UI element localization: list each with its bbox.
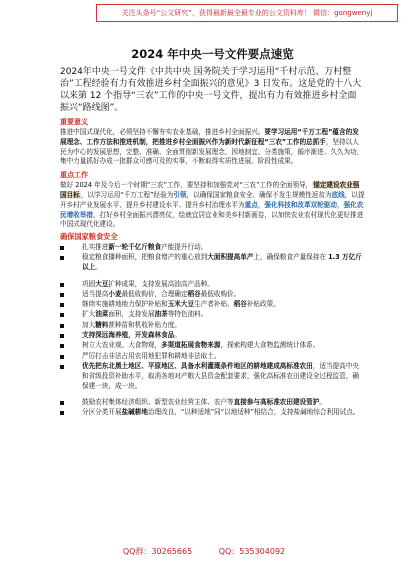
list-item: 适当提高小麦最低收购价，合理确定稻谷最低收购价。 <box>60 290 365 300</box>
list-item: 继续实施耕地地力保护补贴和玉米大豆生产者补贴、稻谷补贴政策。 <box>60 300 365 310</box>
lead-paragraph: 2024年中央一号文件《中共中央 国务院关于学习运用“千村示范、万村整治”工程经验有力有效推进乡村全面振兴的意见》3 日发布。这是党的十八大以来第 12 个指导“三农”工作的中央一号文件，提出有力有效推进乡村全面振兴“路线图”。 <box>60 67 362 113</box>
document-title: 2024 年中央一号文件要点速览 <box>131 47 294 61</box>
list-item: 严厉打击非法占用农用地犯罪和耕地非法取土。 <box>60 352 365 362</box>
key-work-focus: 重点 <box>244 200 258 209</box>
list-item: 扩大油菜面积，支持发展油茶等特色油料。 <box>60 310 365 320</box>
significance-text: 推进中国式现代化，必须坚持不懈夯实农业基础，推进乡村全面振兴。 <box>60 128 265 136</box>
list-item: 扎实推进新一轮千亿斤粮食产能提升行动。 <box>60 243 365 253</box>
list-item: 树立大农业观、大食物观，多渠道拓展食物来源，探索构建大食物监测统计体系。 <box>60 341 365 351</box>
list-item: 支持深远海养殖，开发森林食品。 <box>60 331 365 341</box>
list-item: 巩固大豆扩种成果，支持发展高油高产品种。 <box>60 280 365 290</box>
key-work-text-a: 做好 2024 年及今后一个时期“三农”工作，要坚持和加强党对“三农”工作的全面领导， <box>60 181 313 190</box>
key-work-text-e: ， <box>257 200 265 209</box>
document-body <box>60 46 365 418</box>
crop-policy-list <box>60 280 365 392</box>
header-banner: 关注头条号“公文研究”，获得最新最全最专业的公文资料库！ 微信：gongwenyj <box>96 4 398 22</box>
section-heading-key-work: 重点工作 <box>60 171 88 180</box>
qq-contact: QQ：535304092 <box>218 547 286 556</box>
list-item: 优先把东北黑土地区、平原地区、具备水利灌溉条件地区的耕地建成高标准农田，适当提高中央和省级投资补助水平，取消各地对产粮大县资金配套要求，强化高标准农田建设全过程监管，确保建一块、成一块。 <box>60 362 365 391</box>
section-heading-food-security: 确保国家粮食安全 <box>60 232 118 242</box>
key-work-paragraph <box>60 181 365 230</box>
significance-bold-text: 要学习运用“千万工程”蕴含的发展理念、工作方法和推进机制，把推进乡村全面振兴作为新时代新征程“三农”工作的总抓手 <box>60 128 359 146</box>
key-work-highlight: 锚定建设农业强国目标 <box>60 181 360 199</box>
farmland-list <box>60 398 365 418</box>
key-work-text-g: ，打好乡村全面振兴漂亮仗，绘就宜居宜业和美乡村新画卷，以加快农业农村现代化更好推进中国式现代化建设。 <box>60 210 364 229</box>
list-item: 稳定粮食播种面积，把粮食增产的重心放到大面积提高单产上，确保粮食产量保持在 1.3 万亿斤以上。 <box>60 253 365 273</box>
key-work-text-b: ，以学习运用“千万工程”经验为 <box>80 190 174 199</box>
key-work-income: 强化农民增收举措 <box>60 200 364 219</box>
key-work-guide: 引领 <box>173 190 187 199</box>
key-work-text-f: ， <box>336 200 344 209</box>
qq-group: QQ群：30265665 <box>122 547 193 556</box>
footer-contacts <box>0 546 408 557</box>
list-item: 分区分类开展盐碱耕地治理改良，“以种适地”同“以地适种”相结合，支持盐碱地综合利用试点。 <box>60 408 365 418</box>
list-item: 鼓励农村集体经济组织、新型农业经营主体、农户等直接参与高标准农田建设管护。 <box>60 398 365 408</box>
key-work-dual-drive: 强化科技和改革双轮驱动 <box>264 200 337 209</box>
significance-paragraph <box>60 128 365 167</box>
key-work-text-d: ，以提升乡村产业发展水平、提升乡村建设水平、提升乡村治理水平为 <box>60 190 365 209</box>
significance-tail: ，坚持以人民为中心的发展思想，完整、准确、全面贯彻新发展理念，因地制宜、分类施策，循序渐进、久久为功，集中力量抓好办成一批群众可感可及的实事，不断取得实质性进展、阶段性成果。 <box>60 137 364 166</box>
food-security-list <box>60 243 365 273</box>
key-work-text-c: ，以确保国家粮食安全、确保不发生规模性返贫为 <box>186 190 332 199</box>
section-heading-significance: 重要意义 <box>60 118 88 126</box>
list-item: 加大糖料蔗种苗和机收补贴力度。 <box>60 321 365 331</box>
key-work-bottomline: 底线 <box>331 190 345 199</box>
